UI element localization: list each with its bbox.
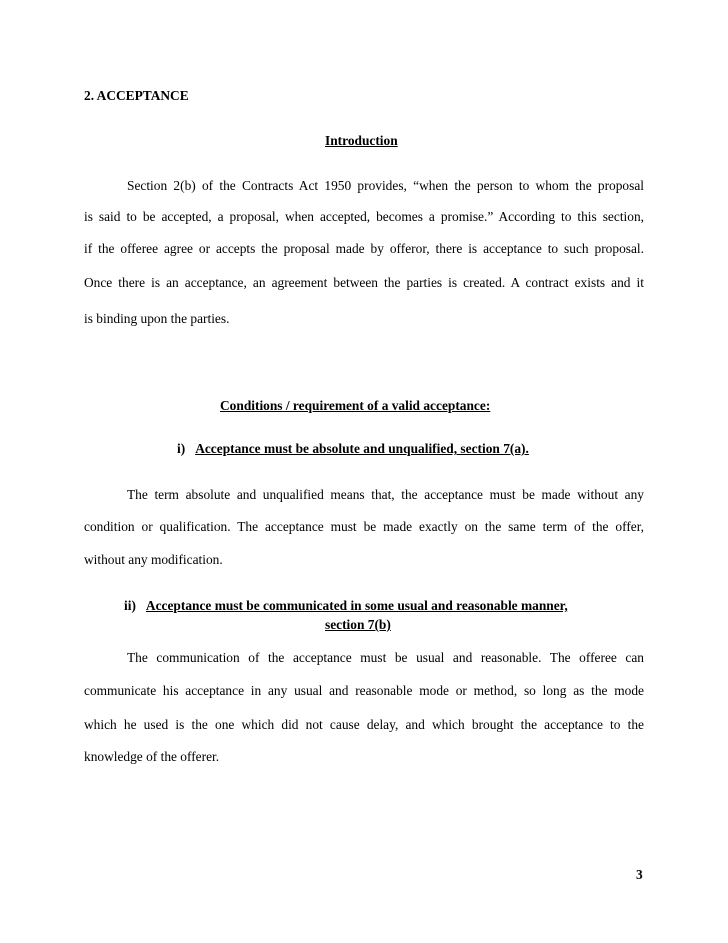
condition-2-title-line-1: Acceptance must be communicated in some usual and reasonable manner,	[145, 598, 568, 613]
intro-line-2: is said to be accepted, a proposal, when accepted, becomes a promise.” According to this section,	[84, 209, 644, 224]
intro-line-5: is binding upon the parties.	[84, 311, 230, 326]
condition-1-heading	[177, 441, 529, 457]
section-title: 2. ACCEPTANCE	[84, 88, 189, 103]
intro-line-1: Section 2(b) of the Contracts Act 1950 provides, “when the person to whom the proposal	[127, 178, 644, 193]
condition-2-line-4: knowledge of the offerer.	[84, 749, 220, 764]
condition-2-line-2: communicate his acceptance in any usual and reasonable mode or method, so long as the mode	[84, 683, 644, 698]
intro-line-4: Once there is an acceptance, an agreement between the parties is created. A contract exists and it	[84, 275, 644, 290]
condition-2-line-1: The communication of the acceptance must be usual and reasonable. The offeree can	[127, 650, 644, 665]
condition-2-number: ii)	[124, 598, 136, 613]
condition-2-title-line-2: section 7(b)	[325, 617, 391, 632]
conditions-heading: Conditions / requirement of a valid acceptance:	[220, 398, 491, 413]
condition-1-title: Acceptance must be absolute and unqualified, section 7(a).	[195, 441, 529, 456]
condition-1-line-2: condition or qualification. The acceptance must be made exactly on the same term of the offer,	[84, 519, 644, 534]
condition-1-line-1: The term absolute and unqualified means that, the acceptance must be made without any	[127, 487, 644, 502]
condition-1-number: i)	[177, 441, 186, 456]
page-number: 3	[636, 867, 643, 882]
condition-2-heading	[124, 598, 568, 614]
intro-line-3: if the offeree agree or accepts the proposal made by offeror, there is acceptance to such proposal.	[84, 241, 644, 256]
intro-heading: Introduction	[325, 133, 398, 148]
condition-2-line-3: which he used is the one which did not cause delay, and which brought the acceptance to the	[84, 717, 644, 732]
condition-1-line-3: without any modification.	[84, 552, 223, 567]
